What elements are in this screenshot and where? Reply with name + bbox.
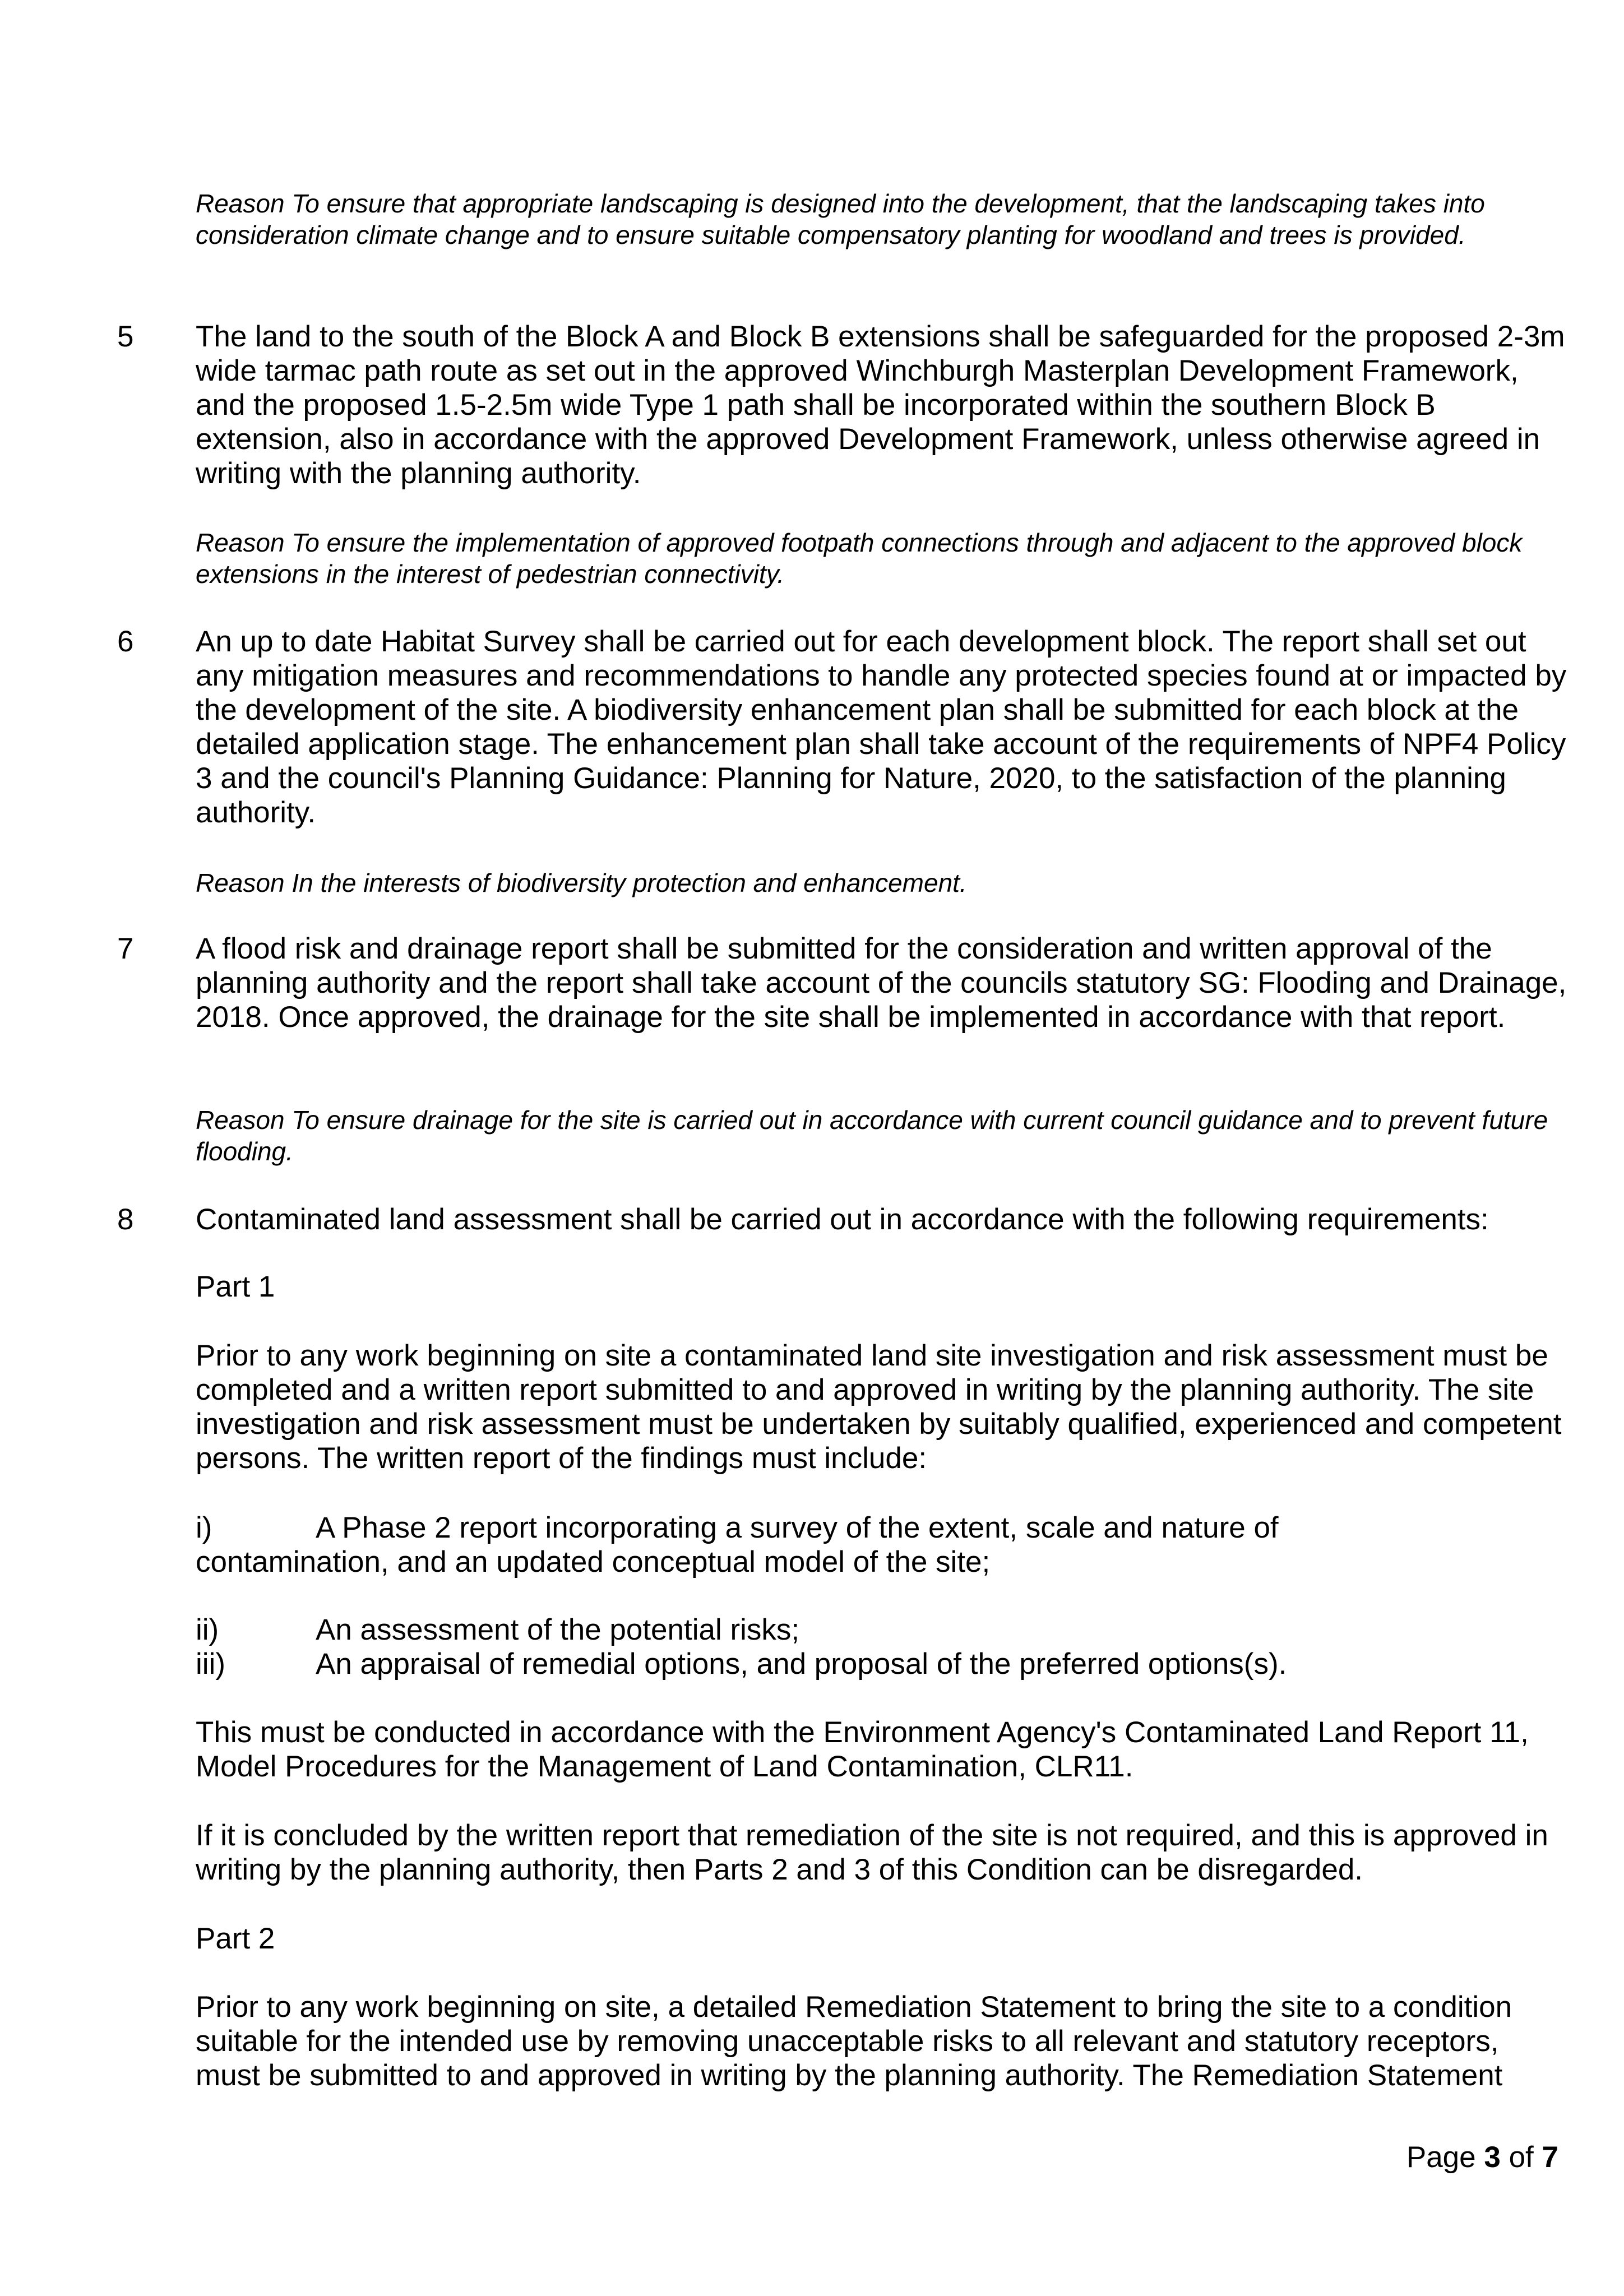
condition-number-7: 7 xyxy=(117,932,134,965)
disregard-text: If it is concluded by the written report that remediation of the site is not required, and this is approved in writing by the planning authority, then Parts 2 and 3 of this Condition can be disregarded. xyxy=(196,1819,1548,1886)
list-item-ii: An assessment of the potential risks; xyxy=(316,1613,800,1646)
condition-text-6: An up to date Habitat Survey shall be carried out for each development block. The report shall set out any mitigation measures and recommendations to handle any protected species found at or impacted by the development of the site. A biodiversity enhancement plan shall be submitted for each block at the detailed application stage. The enhancement plan shall take account of the requirements of NPF4 Policy 3 and the council's Planning Guidance: Planning for Nature, 2020, to the satisfaction of the planning authority. xyxy=(196,625,1567,829)
list-label-i: i) xyxy=(196,1511,212,1544)
of-word: of xyxy=(1500,2141,1542,2174)
part-1-heading: Part 1 xyxy=(196,1270,275,1303)
total-pages: 7 xyxy=(1542,2141,1558,2174)
list-item-i-continuation: contamination, and an updated conceptual model of the site; xyxy=(196,1545,991,1578)
condition-text-7: A flood risk and drainage report shall be submitted for the consideration and written approval of the planning authority and the report shall take account of the councils statutory SG: Flooding and Drainage, 2018. Once approved, the drainage for the site shall be implemented in accordance with that report. xyxy=(196,932,1567,1034)
reason-condition-6: Reason In the interests of biodiversity protection and enhancement. xyxy=(196,868,967,897)
condition-text-8: Contaminated land assessment shall be carried out in accordance with the following requirements: xyxy=(196,1203,1489,1236)
list-item-i: A Phase 2 report incorporating a survey of the extent, scale and nature of xyxy=(316,1511,1279,1544)
reason-condition-5: Reason To ensure the implementation of approved footpath connections through and adjacent to the approved block extensions in the interest of pedestrian connectivity. xyxy=(196,528,1523,589)
list-item-iii: An appraisal of remedial options, and proposal of the preferred options(s). xyxy=(316,1647,1287,1681)
condition-number-8: 8 xyxy=(117,1203,134,1236)
part-1-text: Prior to any work beginning on site a contaminated land site investigation and risk assessment must be completed and a written report submitted to and approved in writing by the planning authority. The site investigation and risk assessment must be undertaken by suitably qualified, experienced and competent persons. The written report of the findings must include: xyxy=(196,1339,1562,1475)
page-word: Page xyxy=(1406,2141,1484,2174)
clr11-text: This must be conducted in accordance with the Environment Agency's Contaminated Land Report 11, Model Procedures for the Management of Land Contamination, CLR11. xyxy=(196,1716,1529,1783)
current-page: 3 xyxy=(1484,2141,1501,2174)
reason-condition-4: Reason To ensure that appropriate landscaping is designed into the development, that the landscaping takes into consideration climate change and to ensure suitable compensatory planting for woodland and trees is provided. xyxy=(196,189,1485,249)
reason-condition-7: Reason To ensure drainage for the site is carried out in accordance with current council guidance and to prevent future flooding. xyxy=(196,1105,1548,1166)
list-label-iii: iii) xyxy=(196,1647,225,1681)
page-number xyxy=(1406,2140,1558,2174)
condition-text-5: The land to the south of the Block A and Block B extensions shall be safeguarded for the proposed 2-3m wide tarmac path route as set out in the approved Winchburgh Masterplan Development Framework, and the proposed 1.5-2.5m wide Type 1 path shall be incorporated within the southern Block B extension, also in accordance with the approved Development Framework, unless otherwise agreed in writing with the planning authority. xyxy=(196,320,1565,490)
condition-number-5: 5 xyxy=(117,320,134,353)
part-2-heading: Part 2 xyxy=(196,1922,275,1955)
list-label-ii: ii) xyxy=(196,1613,219,1646)
part-2-text: Prior to any work beginning on site, a detailed Remediation Statement to bring the site to a condition suitable for the intended use by removing unacceptable risks to all relevant and statutory receptors, must be submitted to and approved in writing by the planning authority. The Remediation Statement xyxy=(196,1991,1512,2092)
condition-number-6: 6 xyxy=(117,625,134,658)
